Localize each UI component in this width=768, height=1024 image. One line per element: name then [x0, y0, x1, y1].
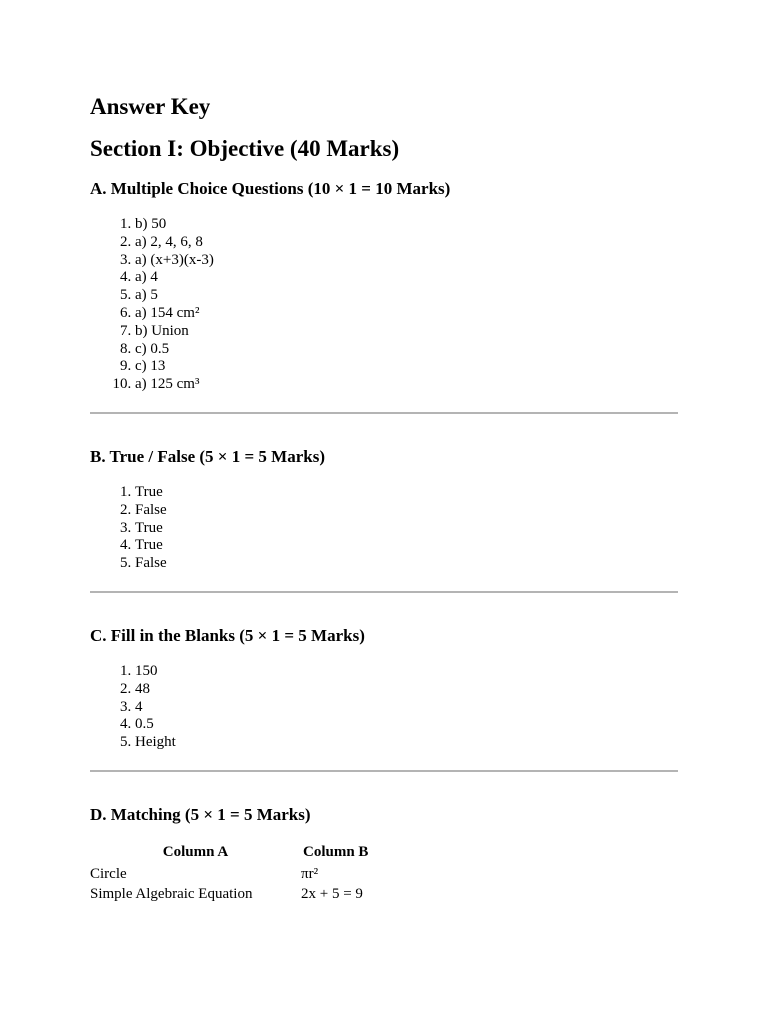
true-false-answer-list — [90, 484, 678, 573]
answer-item: 5. a) 5 — [135, 287, 678, 305]
answer-item: 3. True — [135, 520, 678, 538]
answer-item: 4. True — [135, 537, 678, 555]
answer-item: 4. a) 4 — [135, 269, 678, 287]
matching-cell-a: Simple Algebraic Equation — [90, 885, 253, 902]
answer-item: 6. a) 154 cm² — [135, 305, 678, 323]
fill-blanks-heading: C. Fill in the Blanks (5 × 1 = 5 Marks) — [90, 625, 365, 645]
answer-item: 5. Height — [135, 734, 678, 752]
answer-item: 3. a) (x+3)(x-3) — [135, 252, 678, 270]
answer-item: 9. c) 13 — [135, 358, 678, 376]
section-divider — [90, 770, 678, 772]
mcq-answer-list — [90, 216, 678, 394]
section-divider — [90, 591, 678, 593]
column-a-header: Column A — [162, 843, 229, 860]
answer-item: 7. b) Union — [135, 323, 678, 341]
answer-item: 2. False — [135, 502, 678, 520]
matching-table — [90, 842, 368, 904]
section-divider — [90, 412, 678, 414]
answer-item: 5. False — [135, 555, 678, 573]
true-false-heading: B. True / False (5 × 1 = 5 Marks) — [90, 446, 326, 466]
matching-cell-b: 2x + 5 = 9 — [301, 885, 363, 902]
matching-row — [90, 884, 368, 904]
matching-cell-b: πr² — [301, 865, 319, 882]
answer-item: 1. True — [135, 484, 678, 502]
column-b-header: Column B — [303, 843, 369, 860]
answer-item: 4. 0.5 — [135, 716, 678, 734]
answer-item: 2. 48 — [135, 681, 678, 699]
page-title: Answer Key — [90, 94, 211, 119]
answer-item: 10. a) 125 cm³ — [135, 376, 678, 394]
matching-header-row — [90, 842, 368, 864]
answer-item: 8. c) 0.5 — [135, 341, 678, 359]
section-title: Section I: Objective (40 Marks) — [90, 136, 400, 161]
answer-item: 1. b) 50 — [135, 216, 678, 234]
answer-item: 3. 4 — [135, 699, 678, 717]
fill-blanks-answer-list — [90, 663, 678, 752]
matching-heading: D. Matching (5 × 1 = 5 Marks) — [90, 804, 311, 824]
answer-item: 2. a) 2, 4, 6, 8 — [135, 234, 678, 252]
matching-cell-a: Circle — [90, 865, 127, 882]
matching-row — [90, 864, 368, 884]
mcq-heading: A. Multiple Choice Questions (10 × 1 = 10 Marks) — [90, 179, 451, 198]
answer-item: 1. 150 — [135, 663, 678, 681]
